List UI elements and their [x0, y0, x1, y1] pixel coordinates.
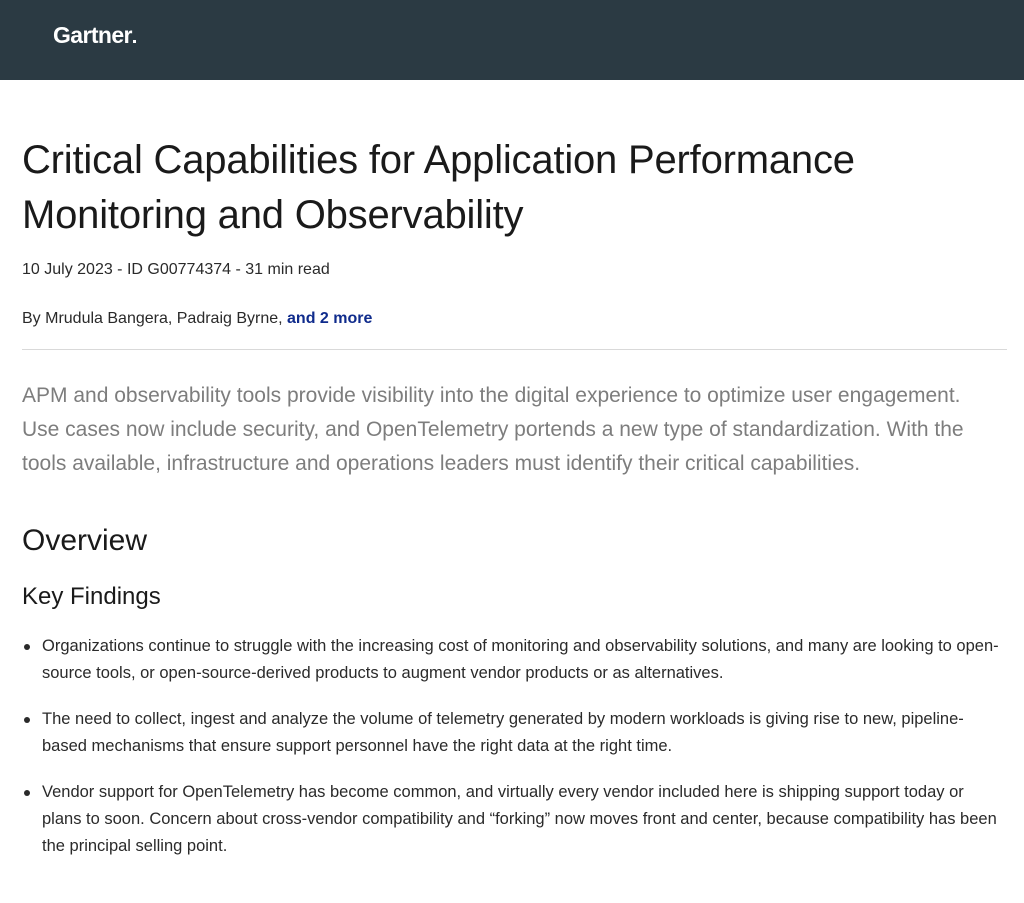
- list-item: [22, 706, 1002, 760]
- divider: [22, 349, 1007, 350]
- bullet-icon: [24, 790, 30, 796]
- overview-heading: Overview: [22, 524, 148, 557]
- article-summary: APM and observability tools provide visibility into the digital experience to optimize user engagement. Use cases now include security, and OpenTelemetry portends a new type of standardization. With the tools available, infrastructure and operations leaders must identify their critical capabilities.: [22, 384, 964, 475]
- site-header: [0, 0, 1024, 80]
- page-title: Critical Capabilities for Application Performance Monitoring and Observability: [22, 138, 855, 237]
- finding-text: Organizations continue to struggle with the increasing cost of monitoring and observability solutions, and many are looking to open-source tools, or open-source-derived products to augment vendor products or as alternatives.: [42, 637, 999, 682]
- gartner-logo[interactable]: [53, 22, 136, 49]
- more-authors-link[interactable]: and 2 more: [287, 310, 373, 327]
- key-findings-heading: Key Findings: [22, 583, 161, 610]
- list-item: [22, 633, 1002, 687]
- logo-dot-icon: [133, 40, 136, 43]
- authors-list: By Mrudula Bangera, Padraig Byrne,: [22, 310, 288, 327]
- finding-text: Vendor support for OpenTelemetry has become common, and virtually every vendor included here is shipping support today or plans to soon. Concern about cross-vendor compatibility and “forking” now moves front and center, because compatibility has been the principal selling point.: [42, 783, 997, 855]
- list-item: [22, 779, 1002, 860]
- logo-text: Gartner: [53, 22, 132, 48]
- bullet-icon: [24, 717, 30, 723]
- article-authors: [22, 308, 1007, 330]
- bullet-icon: [24, 644, 30, 650]
- finding-text: The need to collect, ingest and analyze the volume of telemetry generated by modern workloads is giving rise to new, pipeline-based mechanisms that ensure support personnel have the right data at the right time.: [42, 710, 964, 755]
- key-findings-list: [22, 633, 1007, 860]
- article-content: [22, 80, 1007, 879]
- article-meta: 10 July 2023 - ID G00774374 - 31 min read: [22, 261, 330, 278]
